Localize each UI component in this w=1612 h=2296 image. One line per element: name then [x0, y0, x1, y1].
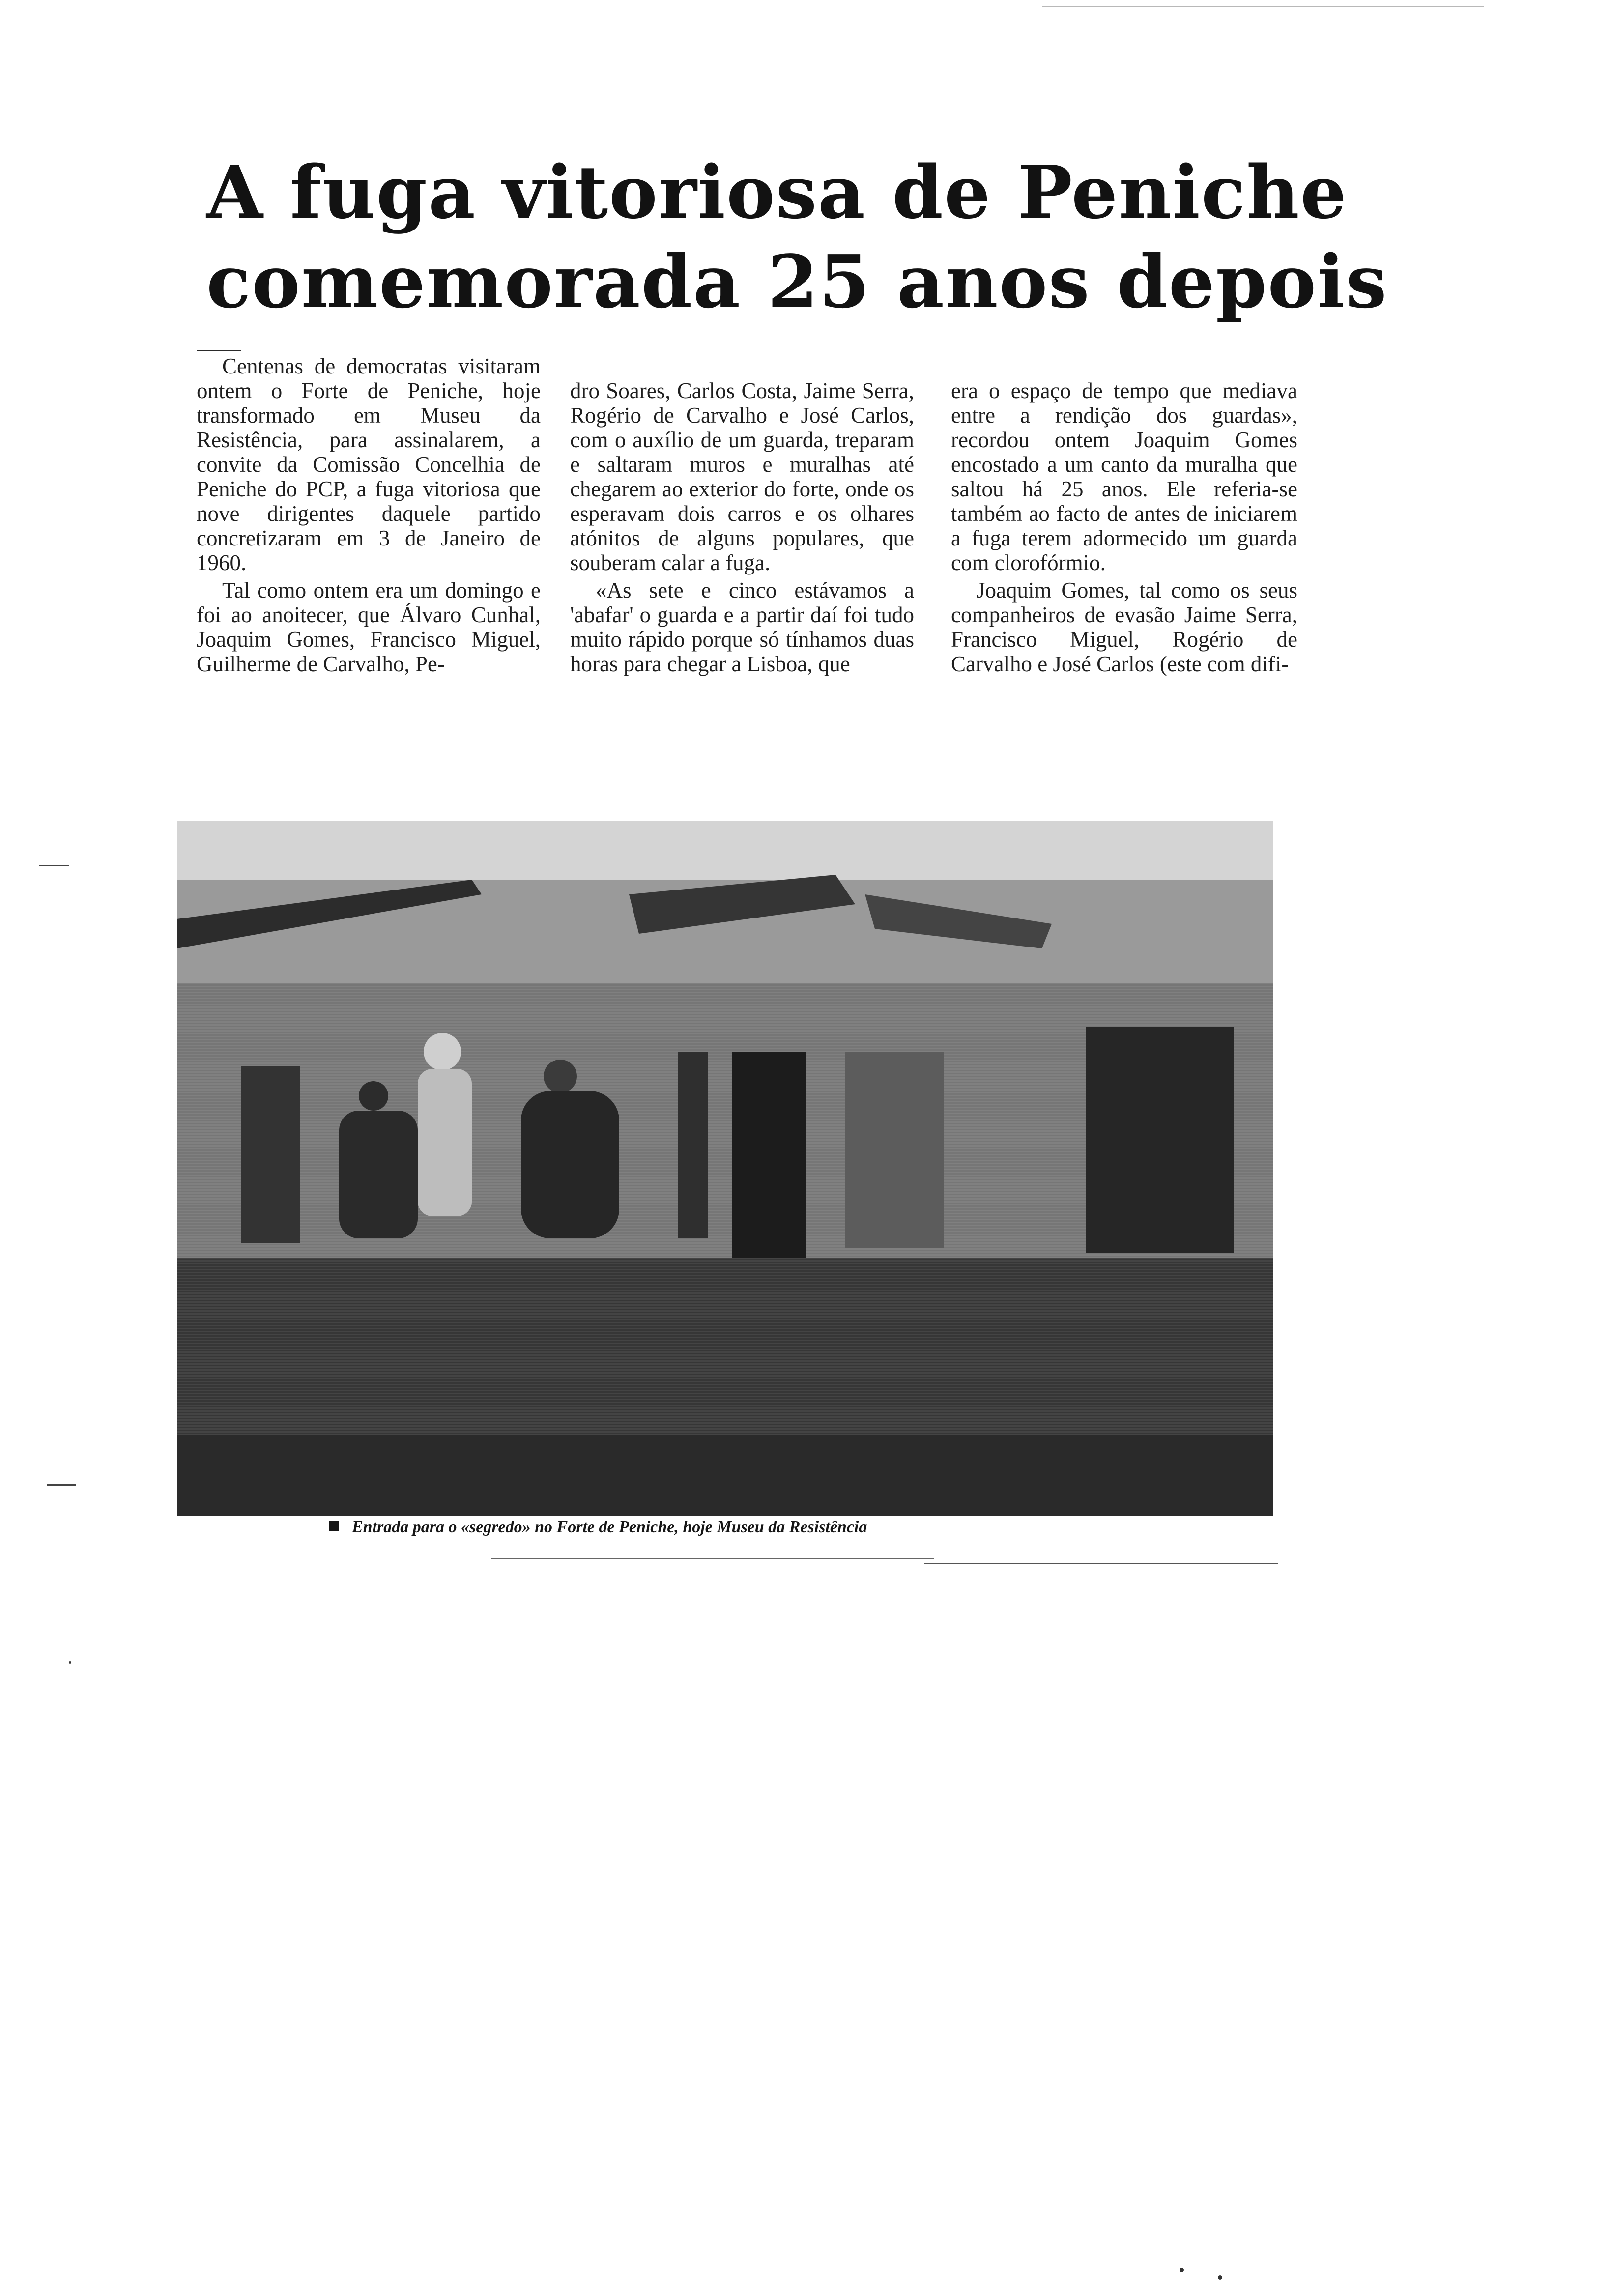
- text-column-1: [197, 354, 541, 676]
- scan-speck: [69, 1661, 71, 1664]
- caption-bullet-icon: [329, 1521, 339, 1531]
- scan-mark: [39, 865, 69, 866]
- paragraph: «As sete e cinco estávamos a 'abafar' o guarda e a partir daí foi tudo muito rápido porque só tínhamos duas horas para chegar a Lisboa, que: [570, 578, 914, 676]
- scan-mark: [47, 1484, 76, 1486]
- paragraph: Centenas de democratas visitaram ontem o Forte de Peniche, hoje transformado em Museu da Resistência, para assinalarem, a convite da Comissão Concelhia de Peniche do PCP, a fuga vitoriosa que nove dirigentes daquele partido concretizaram em 3 de Janeiro de 1960.: [197, 354, 541, 575]
- column-rule: [197, 350, 241, 351]
- text-column-2: [570, 378, 914, 676]
- paragraph: dro Soares, Carlos Costa, Jaime Serra, Rogério de Carvalho e José Carlos, com o auxílio de um guarda, treparam e saltaram muros e muralhas até chegarem ao exterior do forte, onde os esperavam dois carros e os olhares atónitos de alguns populares, que souberam calar a fuga.: [570, 378, 914, 575]
- news-photo: [177, 821, 1273, 1516]
- scan-speck: [1218, 2275, 1222, 2280]
- photo-illustration: [177, 821, 1273, 1516]
- scan-mark: [491, 1558, 934, 1559]
- headline-line-2: comemorada 25 anos depois: [206, 239, 1388, 324]
- scan-speck: [1180, 2268, 1184, 2272]
- top-edge-line: [1042, 6, 1484, 7]
- headline: [206, 147, 1509, 326]
- photo-caption: [329, 1516, 1214, 1539]
- paragraph: Tal como ontem era um domingo e foi ao anoitecer, que Álvaro Cunhal, Joaquim Gomes, Francisco Miguel, Guilherme de Carvalho, Pe-: [197, 578, 541, 676]
- scan-mark: [924, 1563, 1278, 1564]
- paragraph: era o espaço de tempo que mediava entre a rendição dos guardas», recordou ontem Joaquim Gomes encostado a um canto da muralha que saltou há 25 anos. Ele referia-se também ao facto de antes de iniciarem a fuga terem adormecido um guarda com clorofórmio.: [951, 378, 1297, 575]
- text-column-3: [951, 378, 1297, 676]
- caption-text: Entrada para o «segredo» no Forte de Peniche, hoje Museu da Resistência: [352, 1518, 867, 1536]
- headline-line-1: A fuga vitoriosa de Peniche: [206, 149, 1348, 235]
- paragraph: Joaquim Gomes, tal como os seus companheiros de evasão Jaime Serra, Francisco Miguel, Rogério de Carvalho e José Carlos (este com difi-: [951, 578, 1297, 676]
